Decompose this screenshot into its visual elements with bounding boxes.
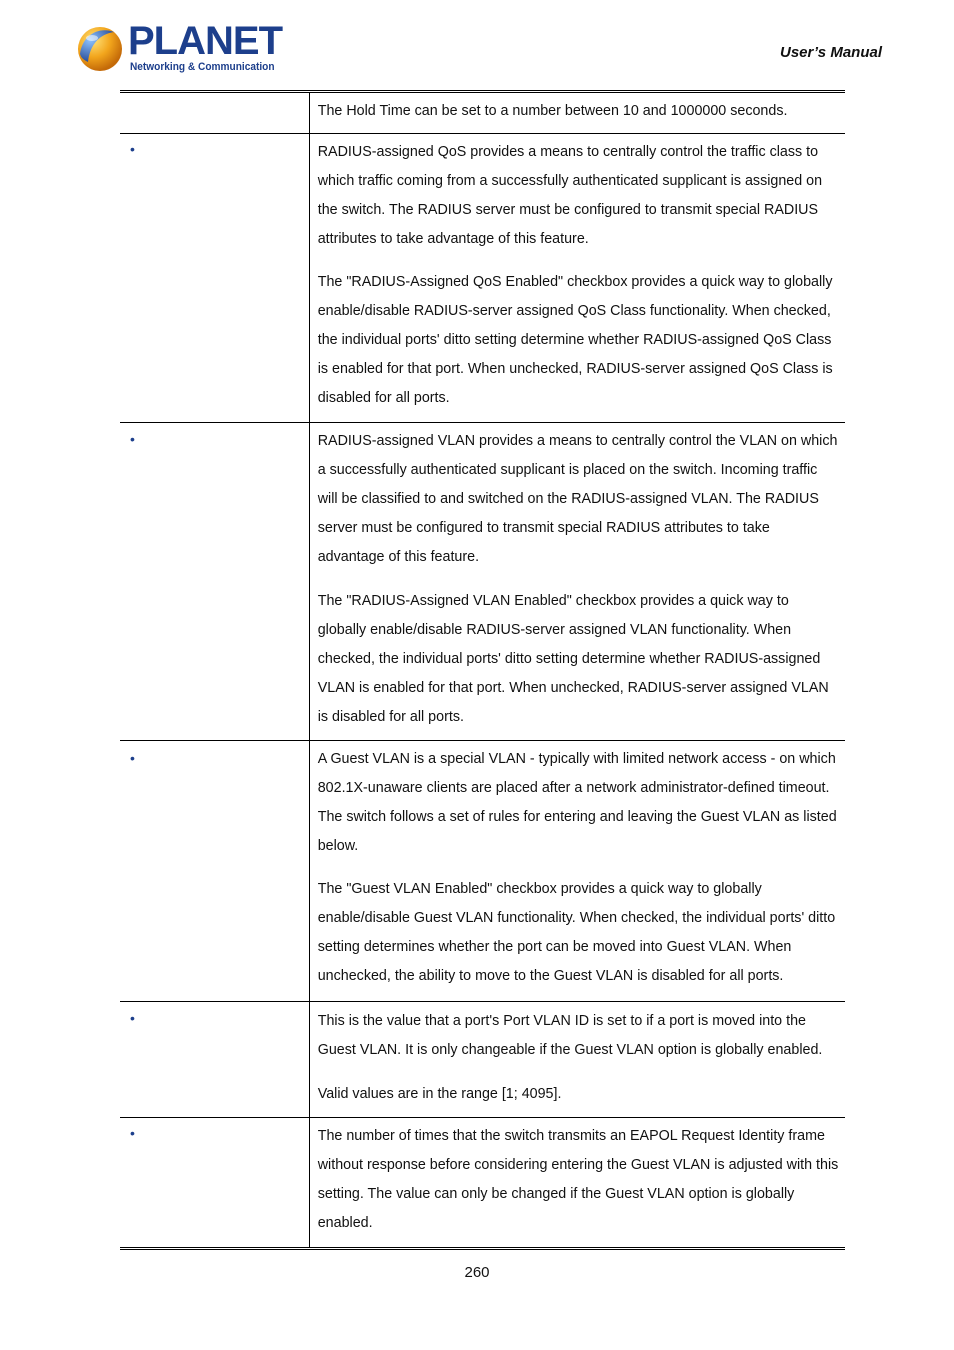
description-paragraph: A Guest VLAN is a special VLAN - typically with limited network access - on which 802.1X-unaware clients are placed after a network administrator-defined timeout. The switch follows a set of rules for entering and leaving the Guest VLAN as listed below. [317,751,837,854]
parameter-name-cell [120,423,309,741]
table-row [120,741,845,1002]
parameter-description-cell [309,134,845,423]
bullet-marker: • [130,141,135,157]
bullet-marker: • [130,431,135,447]
logo-wordmark: PLANET [128,19,282,63]
parameter-table [120,90,845,1250]
description-paragraph: This is the value that a port's Port VLAN ID is set to if a port is moved into the Guest VLAN. It is only changeable if the Guest VLAN option is globally enabled. [317,1013,823,1058]
page-header [0,0,954,90]
parameter-name-cell [120,134,309,423]
description-paragraph: Valid values are in the range [1; 4095]. [317,1086,562,1102]
planet-logo [74,19,282,78]
parameter-name-cell [120,92,309,134]
bullet-marker: • [130,1010,135,1026]
table-row [120,92,845,134]
description-paragraph: RADIUS-assigned QoS provides a means to centrally control the traffic class to which traffic coming from a successfully authenticated supplicant is assigned on the switch. The RADIUS server must be configured to transmit special RADIUS attributes to take advantage of this feature. [317,144,823,247]
parameter-description-cell [309,1002,845,1118]
parameter-name-cell [120,741,309,1002]
bullet-marker: • [130,750,135,766]
parameter-name-cell [120,1118,309,1249]
description-paragraph: The "RADIUS-Assigned VLAN Enabled" checkbox provides a quick way to globally enable/disable RADIUS-server assigned VLAN functionality. When checked, the individual ports' ditto setting determine whether RADIUS-assigned VLAN is enabled for that port. When unchecked, RADIUS-server assigned VLAN is disabled for all ports. [317,593,829,725]
description-paragraph: The number of times that the switch transmits an EAPOL Request Identity frame without response before considering entering the Guest VLAN is adjusted with this setting. The value can only be changed if the Guest VLAN option is globally enabled. [317,1128,839,1231]
description-paragraph: RADIUS-assigned VLAN provides a means to centrally control the VLAN on which a successfully authenticated supplicant is placed on the switch. Incoming traffic will be classified to and switched on the RADIUS-assigned VLAN. The RADIUS server must be configured to transmit special RADIUS attributes to take advantage of this feature. [317,433,838,565]
logo-tagline: Networking & Communication [130,61,275,73]
table-row [120,423,845,741]
parameter-description-cell [309,423,845,741]
page-number: 260 [464,1264,490,1281]
table-row [120,134,845,423]
manual-title: User’s Manual [780,44,882,61]
parameter-description-cell [309,1118,845,1249]
globe-icon [74,24,124,74]
table-row [120,1002,845,1118]
parameter-description-cell [309,741,845,1002]
description-paragraph: The "Guest VLAN Enabled" checkbox provides a quick way to globally enable/disable Guest VLAN functionality. When checked, the individual ports' ditto setting determines whether the port can be moved into Guest VLAN. When unchecked, the ability to move to the Guest VLAN is disabled for all ports. [317,881,836,984]
description-paragraph: The "RADIUS-Assigned QoS Enabled" checkbox provides a quick way to globally enable/disable RADIUS-server assigned QoS Class functionality. When checked, the individual ports' ditto setting determine whether RADIUS-assigned QoS Class is enabled for that port. When unchecked, RADIUS-server assigned QoS Class is disabled for all ports. [317,274,833,406]
bullet-marker: • [130,1125,135,1141]
parameter-name-cell [120,1002,309,1118]
table-row [120,1118,845,1249]
description-paragraph: The Hold Time can be set to a number between 10 and 1000000 seconds. [317,103,788,119]
parameter-description-cell [309,92,845,134]
